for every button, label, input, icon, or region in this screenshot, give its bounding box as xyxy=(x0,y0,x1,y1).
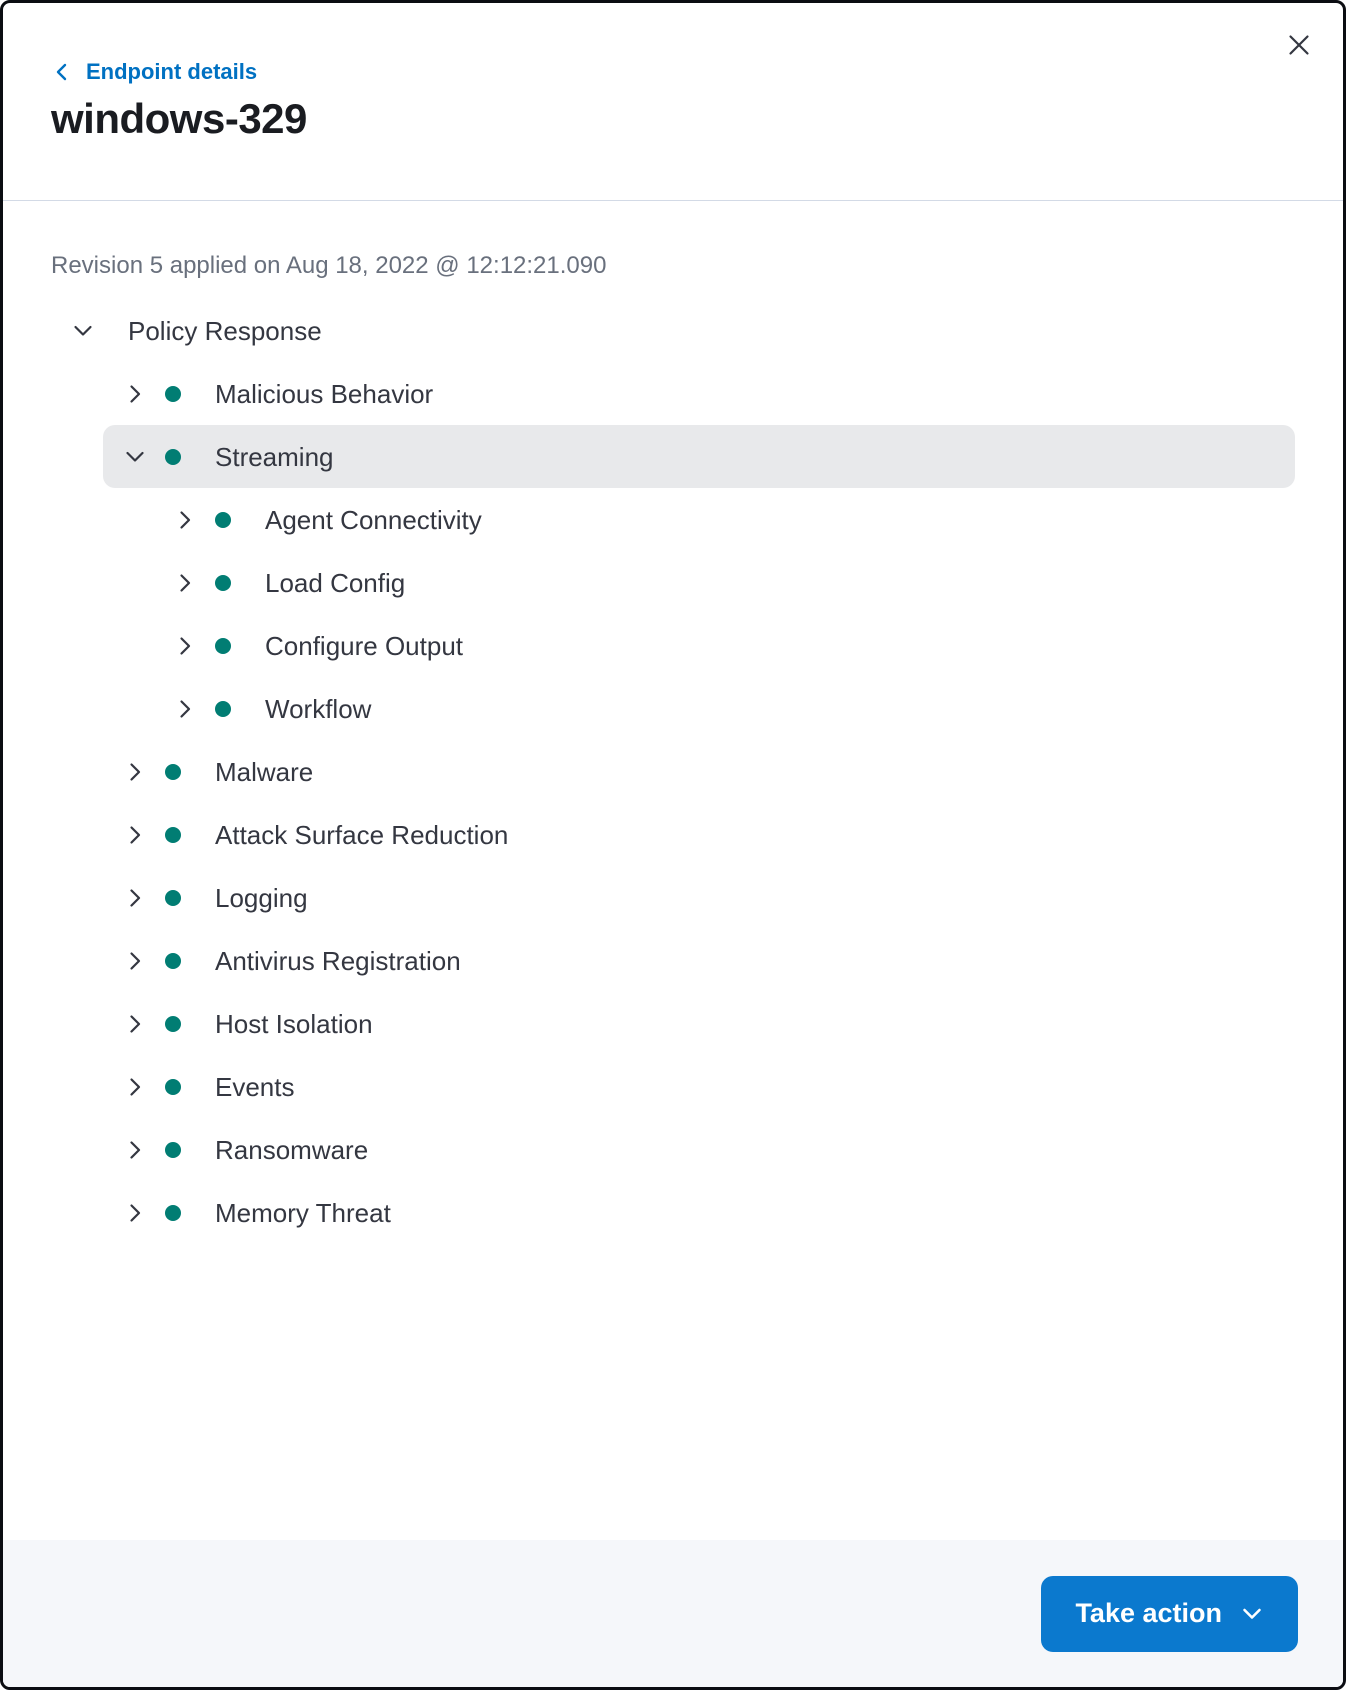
tree-item-label: Malware xyxy=(215,756,314,787)
policy-response-tree xyxy=(51,299,1295,1244)
tree-item-attack-surface-reduction[interactable] xyxy=(51,803,1295,866)
status-dot-icon xyxy=(165,449,181,465)
flyout-body xyxy=(3,201,1343,1540)
take-action-label: Take action xyxy=(1075,1598,1222,1628)
chevron-right-icon[interactable] xyxy=(123,1012,147,1036)
tree-item-label: Events xyxy=(215,1071,295,1102)
chevron-right-icon[interactable] xyxy=(123,382,147,406)
tree-item-label: Configure Output xyxy=(265,630,464,661)
chevron-right-icon[interactable] xyxy=(123,823,147,847)
status-dot-icon xyxy=(165,764,181,780)
status-dot-icon xyxy=(215,638,231,654)
chevron-down-icon[interactable] xyxy=(71,319,95,343)
chevron-right-icon[interactable] xyxy=(173,571,197,595)
take-action-button[interactable] xyxy=(1041,1576,1298,1652)
tree-item-label: Policy Response xyxy=(128,315,322,346)
flyout-footer xyxy=(3,1540,1343,1687)
chevron-down-icon[interactable] xyxy=(123,445,147,469)
tree-item-memory-threat[interactable] xyxy=(51,1181,1295,1244)
chevron-left-icon xyxy=(51,61,73,83)
tree-item-label: Agent Connectivity xyxy=(265,504,482,535)
chevron-right-icon[interactable] xyxy=(123,760,147,784)
status-dot-icon xyxy=(165,1205,181,1221)
tree-item-label: Load Config xyxy=(265,567,406,598)
chevron-down-icon xyxy=(1240,1602,1264,1626)
back-link-label: Endpoint details xyxy=(86,59,258,84)
chevron-right-icon[interactable] xyxy=(173,634,197,658)
chevron-right-icon[interactable] xyxy=(123,949,147,973)
chevron-right-icon[interactable] xyxy=(123,1201,147,1225)
tree-item-label: Host Isolation xyxy=(215,1008,373,1039)
tree-item-events[interactable] xyxy=(51,1055,1295,1118)
back-link-endpoint-details[interactable] xyxy=(51,57,257,87)
tree-item-label: Antivirus Registration xyxy=(215,945,461,976)
flyout-header xyxy=(3,3,1343,201)
tree-item-label: Workflow xyxy=(265,693,372,724)
tree-item-malicious-behavior[interactable] xyxy=(51,362,1295,425)
tree-item-ransomware[interactable] xyxy=(51,1118,1295,1181)
status-dot-icon xyxy=(165,827,181,843)
tree-item-label: Malicious Behavior xyxy=(215,378,434,409)
status-dot-icon xyxy=(215,512,231,528)
tree-item-streaming[interactable] xyxy=(103,425,1295,488)
revision-status-text: Revision 5 applied on Aug 18, 2022 @ 12:12:21.090 xyxy=(51,252,607,279)
status-dot-icon xyxy=(215,701,231,717)
status-dot-icon xyxy=(165,386,181,402)
tree-item-label: Logging xyxy=(215,882,308,913)
tree-item-antivirus-registration[interactable] xyxy=(51,929,1295,992)
tree-item-label: Memory Threat xyxy=(215,1197,391,1228)
status-dot-icon xyxy=(165,1142,181,1158)
chevron-right-icon[interactable] xyxy=(173,508,197,532)
chevron-right-icon[interactable] xyxy=(173,697,197,721)
chevron-right-icon[interactable] xyxy=(123,1138,147,1162)
tree-item-label: Attack Surface Reduction xyxy=(215,819,509,850)
status-dot-icon xyxy=(165,1016,181,1032)
tree-item-host-isolation[interactable] xyxy=(51,992,1295,1055)
status-dot-icon xyxy=(165,953,181,969)
tree-item-workflow[interactable] xyxy=(51,677,1295,740)
tree-item-label: Ransomware xyxy=(215,1134,369,1165)
page-title: windows-329 xyxy=(51,95,307,142)
tree-item-agent-connectivity[interactable] xyxy=(51,488,1295,551)
tree-item-configure-output[interactable] xyxy=(51,614,1295,677)
status-dot-icon xyxy=(215,575,231,591)
status-dot-icon xyxy=(165,890,181,906)
tree-item-malware[interactable] xyxy=(51,740,1295,803)
chevron-right-icon[interactable] xyxy=(123,1075,147,1099)
tree-item-load-config[interactable] xyxy=(51,551,1295,614)
tree-item-label: Streaming xyxy=(215,441,334,472)
tree-item-logging[interactable] xyxy=(51,866,1295,929)
tree-item-policy-response[interactable] xyxy=(51,299,1295,362)
status-dot-icon xyxy=(165,1079,181,1095)
chevron-right-icon[interactable] xyxy=(123,886,147,910)
